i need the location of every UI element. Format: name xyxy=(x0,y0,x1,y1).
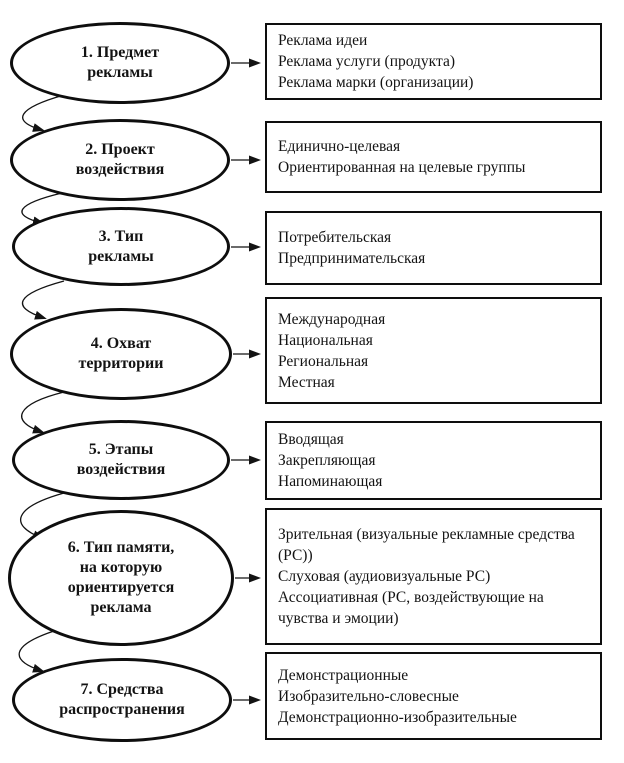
box-item: Изобразительно-словесные xyxy=(278,687,459,705)
ellipse-label-line: рекламы xyxy=(87,64,153,81)
options-box-6 xyxy=(265,508,602,645)
category-ellipse-1 xyxy=(10,22,230,104)
category-ellipse-5 xyxy=(12,420,230,500)
options-box-4 xyxy=(265,297,602,404)
options-box-2 xyxy=(265,121,602,193)
box-item: Региональная xyxy=(278,352,369,370)
box-item: Демонстрационно-изобразительные xyxy=(278,708,517,726)
connector-ellipse4-to-ellipse5 xyxy=(22,392,64,432)
ellipse-label-line: 6. Тип памяти, xyxy=(67,539,175,556)
ellipse-label-line: на которую xyxy=(79,559,163,576)
box-item: Реклама услуги (продукта) xyxy=(278,53,456,70)
options-box-5 xyxy=(265,421,602,500)
category-ellipse-2 xyxy=(10,119,230,201)
box-item: Местная xyxy=(278,373,335,391)
ellipse-label-line: воздействия xyxy=(76,461,166,478)
box-item: Потребительская xyxy=(278,229,392,246)
connector-ellipse3-to-ellipse4 xyxy=(22,281,64,318)
ellipse-label-line: воздействия xyxy=(75,161,165,178)
category-ellipse-3 xyxy=(12,207,230,286)
box-item: Единично-целевая xyxy=(278,138,401,155)
connector-ellipse1-to-ellipse2 xyxy=(23,95,64,130)
options-box-1 xyxy=(265,23,602,100)
ellipse-label-line: 1. Предмет xyxy=(80,44,160,61)
category-ellipse-4 xyxy=(10,308,232,400)
ellipse-label-line: 5. Этапы xyxy=(88,441,154,458)
box-item: Реклама идеи xyxy=(278,32,368,49)
box-item: Вводящая xyxy=(278,431,344,448)
box-item: Закрепляющая xyxy=(278,452,376,469)
ellipse-label-line: распространения xyxy=(59,701,185,718)
ellipse-label-line: рекламы xyxy=(88,247,154,265)
ellipse-label-line: ориентируется xyxy=(67,579,175,596)
category-ellipse-7 xyxy=(12,658,232,742)
ellipse-label-line: территории xyxy=(78,355,164,372)
category-ellipse-6 xyxy=(8,510,234,646)
box-item: Слуховая (аудиовизуальные РС) xyxy=(278,568,491,585)
options-box-7 xyxy=(265,652,602,740)
ellipse-label-line: 7. Средства xyxy=(80,681,164,698)
box-item: Демонстрационные xyxy=(278,666,409,684)
box-item: Зрительная (визуальные рекламные средства (РС)) xyxy=(278,526,575,564)
box-item: Реклама марки (организации) xyxy=(278,74,474,91)
box-item: Международная xyxy=(278,310,386,328)
box-item: Ориентированная на целевые группы xyxy=(278,159,526,176)
box-item: Ассоциативная (РС, воздействующие на чувства и эмоции) xyxy=(278,589,544,627)
box-item: Национальная xyxy=(278,331,373,349)
ellipse-label-line: 2. Проект xyxy=(85,141,155,158)
ellipse-label-line: 4. Охват xyxy=(90,335,152,352)
connector-ellipse6-to-ellipse7 xyxy=(19,631,54,671)
ellipse-label-line: 3. Тип xyxy=(98,227,144,245)
options-box-3 xyxy=(265,211,602,285)
box-item: Предпринимательская xyxy=(278,250,426,267)
box-item: Напоминающая xyxy=(278,473,383,490)
ellipse-label-line: реклама xyxy=(90,599,152,616)
